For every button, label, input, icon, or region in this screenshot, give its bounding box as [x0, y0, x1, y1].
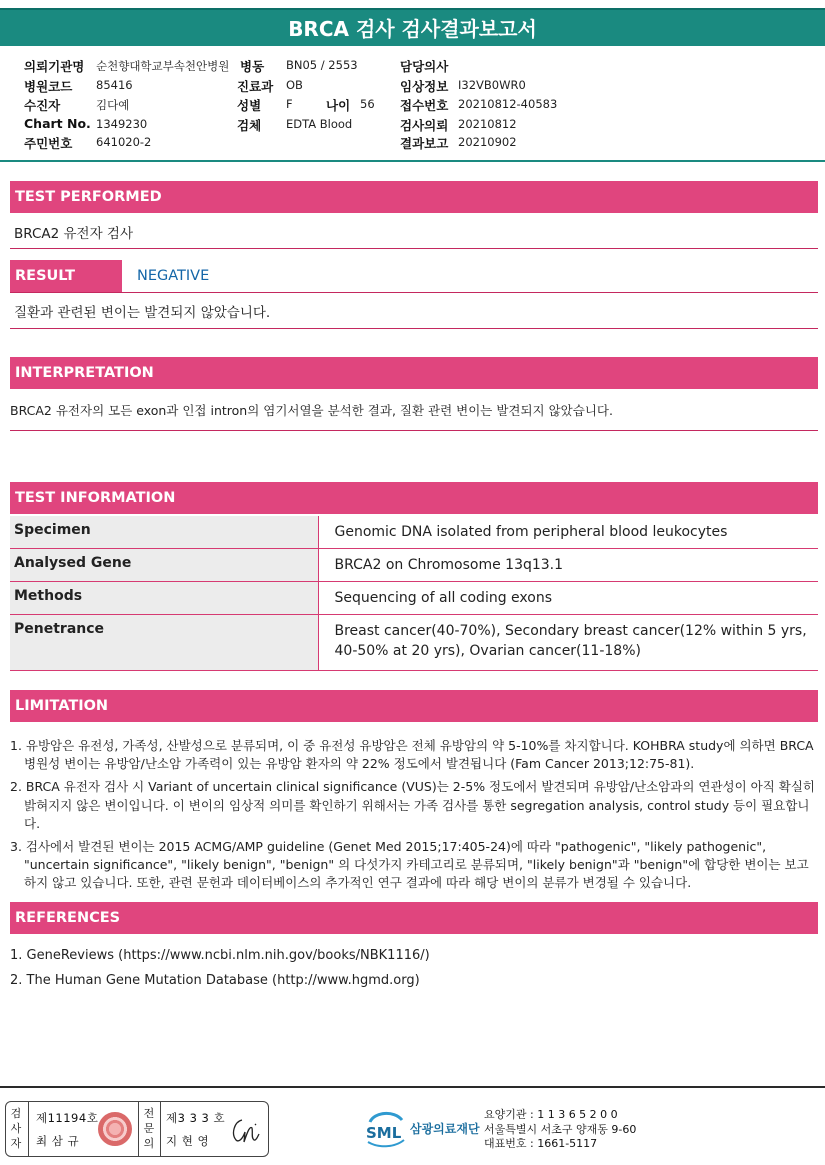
- sml-logo-icon: [364, 1108, 408, 1148]
- methods-value: Sequencing of all coding exons: [318, 582, 818, 615]
- table-row: [10, 615, 818, 671]
- footer-divider: [0, 1086, 825, 1088]
- test-information-table: [10, 516, 818, 671]
- signature-box: [5, 1101, 269, 1157]
- list-item: 1. GeneReviews (https://www.ncbi.nlm.nih.gov/books/NBK1116/): [10, 948, 430, 963]
- department-value: OB: [286, 78, 303, 92]
- list-item: 3. 검사에서 발견된 변이는 2015 ACMG/AMP guideline (Genet Med 2015;17:405-24)에 따라 "pathogenic", "likely pathogenic", "uncertain significance", "likely benign", "benign" 의 다섯가지 카테고리로 분류되며, "likely benign"과 "benign"에 합당한 변이는 보고하지 않고 있습니다. 또한, 관련 문헌과 데이터베이스의 추가적인 연구 결과에 따라 해당 변이의 분류가 변경될 수 있습니다.: [10, 839, 809, 891]
- report-date-label: 결과보고: [400, 136, 449, 151]
- signer2-role-char: 전: [143, 1107, 155, 1120]
- test-information-header: TEST INFORMATION: [10, 482, 818, 514]
- list-item: 2. The Human Gene Mutation Database (http://www.hgmd.org): [10, 973, 420, 988]
- doctor-label: 담당의사: [400, 59, 449, 74]
- seal-stamp-icon: [98, 1112, 132, 1146]
- department-label: 진료과: [237, 79, 274, 94]
- result-divider: [10, 328, 818, 329]
- info-divider: [0, 160, 825, 162]
- sex-label: 성별: [237, 98, 262, 113]
- accession-no-value: 20210812-40583: [458, 97, 558, 111]
- analysed-gene-key: Analysed Gene: [10, 549, 318, 582]
- list-item: 1. 유방암은 유전성, 가족성, 산발성으로 분류되며, 이 중 유전성 유방암은 전체 유방암의 약 5-10%를 차지합니다. KOHBRA study에 의하면 BRCA 병원성 변이는 유방암/난소암 가족력이 있는 유방암 환자의 약 22% 정도에서 발견됩니다 (Fam Cancer 2013;12:75-81).: [10, 738, 814, 772]
- table-row: [10, 549, 818, 582]
- interpretation-header: INTERPRETATION: [10, 357, 818, 389]
- result-value: NEGATIVE: [122, 260, 818, 292]
- list-item: 2. BRCA 유전자 검사 시 Variant of uncertain clinical significance (VUS)는 2-5% 정도에서 발견되며 유방암/난소암과의 연관성이 아직 확실히 밝혀지지 않은 변이입니다. 이 변이의 임상적 의미를 확인하기 위해서는 가족 검사를 통한 segregation analysis, control study 등이 필요합니다.: [10, 779, 815, 831]
- sign-divider: [28, 1102, 29, 1156]
- interpretation-text: BRCA2 유전자의 모든 exon과 인접 intron의 염기서열을 분석한 결과, 질환 관련 변이는 발견되지 않았습니다.: [10, 403, 613, 418]
- sex-value: F: [286, 97, 293, 111]
- id-no-label: 주민번호: [24, 136, 73, 151]
- specimen-label: 검체: [237, 118, 262, 133]
- signer2-role-char: 문: [143, 1122, 155, 1135]
- hospital-code-label: 병원코드: [24, 79, 73, 94]
- ward-label: 병동: [240, 59, 265, 74]
- limitation-list: [10, 737, 818, 898]
- lab-name: 삼광의료재단: [410, 1122, 480, 1136]
- penetrance-key: Penetrance: [10, 615, 318, 671]
- id-no-value: 641020-2: [96, 135, 152, 149]
- signer1-name: 최 삼 규: [36, 1134, 80, 1148]
- accession-no-label: 접수번호: [400, 98, 449, 113]
- methods-key: Methods: [10, 582, 318, 615]
- chart-no-value: 1349230: [96, 117, 148, 131]
- chart-no-label: Chart No.: [24, 116, 91, 131]
- specimen-value-cell: Genomic DNA isolated from peripheral blood leukocytes: [318, 516, 818, 549]
- interpretation-divider: [10, 430, 818, 431]
- lab-info: [484, 1108, 636, 1152]
- patient-info: [0, 54, 825, 154]
- clinical-info-label: 임상정보: [400, 79, 449, 94]
- test-performed-divider: [10, 248, 818, 249]
- institution-value: 순천향대학교부속천안병원: [96, 59, 230, 73]
- result-header: RESULT: [10, 260, 818, 292]
- result-text: 질환과 관련된 변이는 발견되지 않았습니다.: [14, 305, 271, 321]
- lab-address: 서울특별시 서초구 양재동 9-60: [484, 1122, 637, 1136]
- signer1-role: [9, 1106, 23, 1151]
- request-date-value: 20210812: [458, 117, 517, 131]
- report-date-value: 20210902: [458, 135, 517, 149]
- specimen-value: EDTA Blood: [286, 117, 353, 131]
- signer2-license: 제3 3 3 호: [166, 1111, 226, 1125]
- test-performed-text: BRCA2 유전자 검사: [14, 226, 134, 242]
- test-performed-header: TEST PERFORMED: [10, 181, 818, 213]
- references-list: [10, 948, 818, 998]
- lab-phone: 대표번호 : 1661-5117: [484, 1137, 598, 1150]
- references-header: REFERENCES: [10, 902, 818, 934]
- signer2-role: [142, 1106, 156, 1151]
- signer1-license: 제11194호: [36, 1111, 99, 1125]
- patient-name-label: 수진자: [24, 98, 61, 113]
- age-value: 56: [360, 97, 375, 111]
- patient-name-value: 김다예: [96, 98, 130, 112]
- signer1-role-char: 자: [10, 1137, 22, 1150]
- hospital-code-value: 85416: [96, 78, 133, 92]
- sign-divider: [138, 1102, 139, 1156]
- signature-icon: [228, 1114, 264, 1146]
- report-title: BRCA 검사 검사결과보고서: [0, 8, 825, 46]
- signer1-role-char: 검: [10, 1107, 22, 1120]
- sml-logo-text: SML: [366, 1124, 402, 1142]
- result-underline: [10, 292, 818, 293]
- signer1-role-char: 사: [10, 1122, 22, 1135]
- specimen-key: Specimen: [10, 516, 318, 549]
- analysed-gene-value: BRCA2 on Chromosome 13q13.1: [318, 549, 818, 582]
- clinical-info-value: I32VB0WR0: [458, 78, 526, 92]
- limitation-header: LIMITATION: [10, 690, 818, 722]
- institution-label: 의뢰기관명: [24, 59, 85, 74]
- signer2-name: 지 현 영: [166, 1134, 210, 1148]
- request-date-label: 검사의뢰: [400, 118, 449, 133]
- sign-divider: [160, 1102, 161, 1156]
- age-label: 나이: [326, 98, 351, 113]
- signer2-role-char: 의: [143, 1137, 155, 1150]
- table-row: [10, 516, 818, 549]
- penetrance-value: Breast cancer(40-70%), Secondary breast cancer(12% within 5 yrs, 40-50% at 20 yrs), Ovarian cancer(11-18%): [318, 615, 818, 671]
- lab-code: 요양기관 : 1 1 3 6 5 2 0 0: [484, 1108, 618, 1121]
- table-row: [10, 582, 818, 615]
- ward-value: BN05 / 2553: [286, 58, 358, 72]
